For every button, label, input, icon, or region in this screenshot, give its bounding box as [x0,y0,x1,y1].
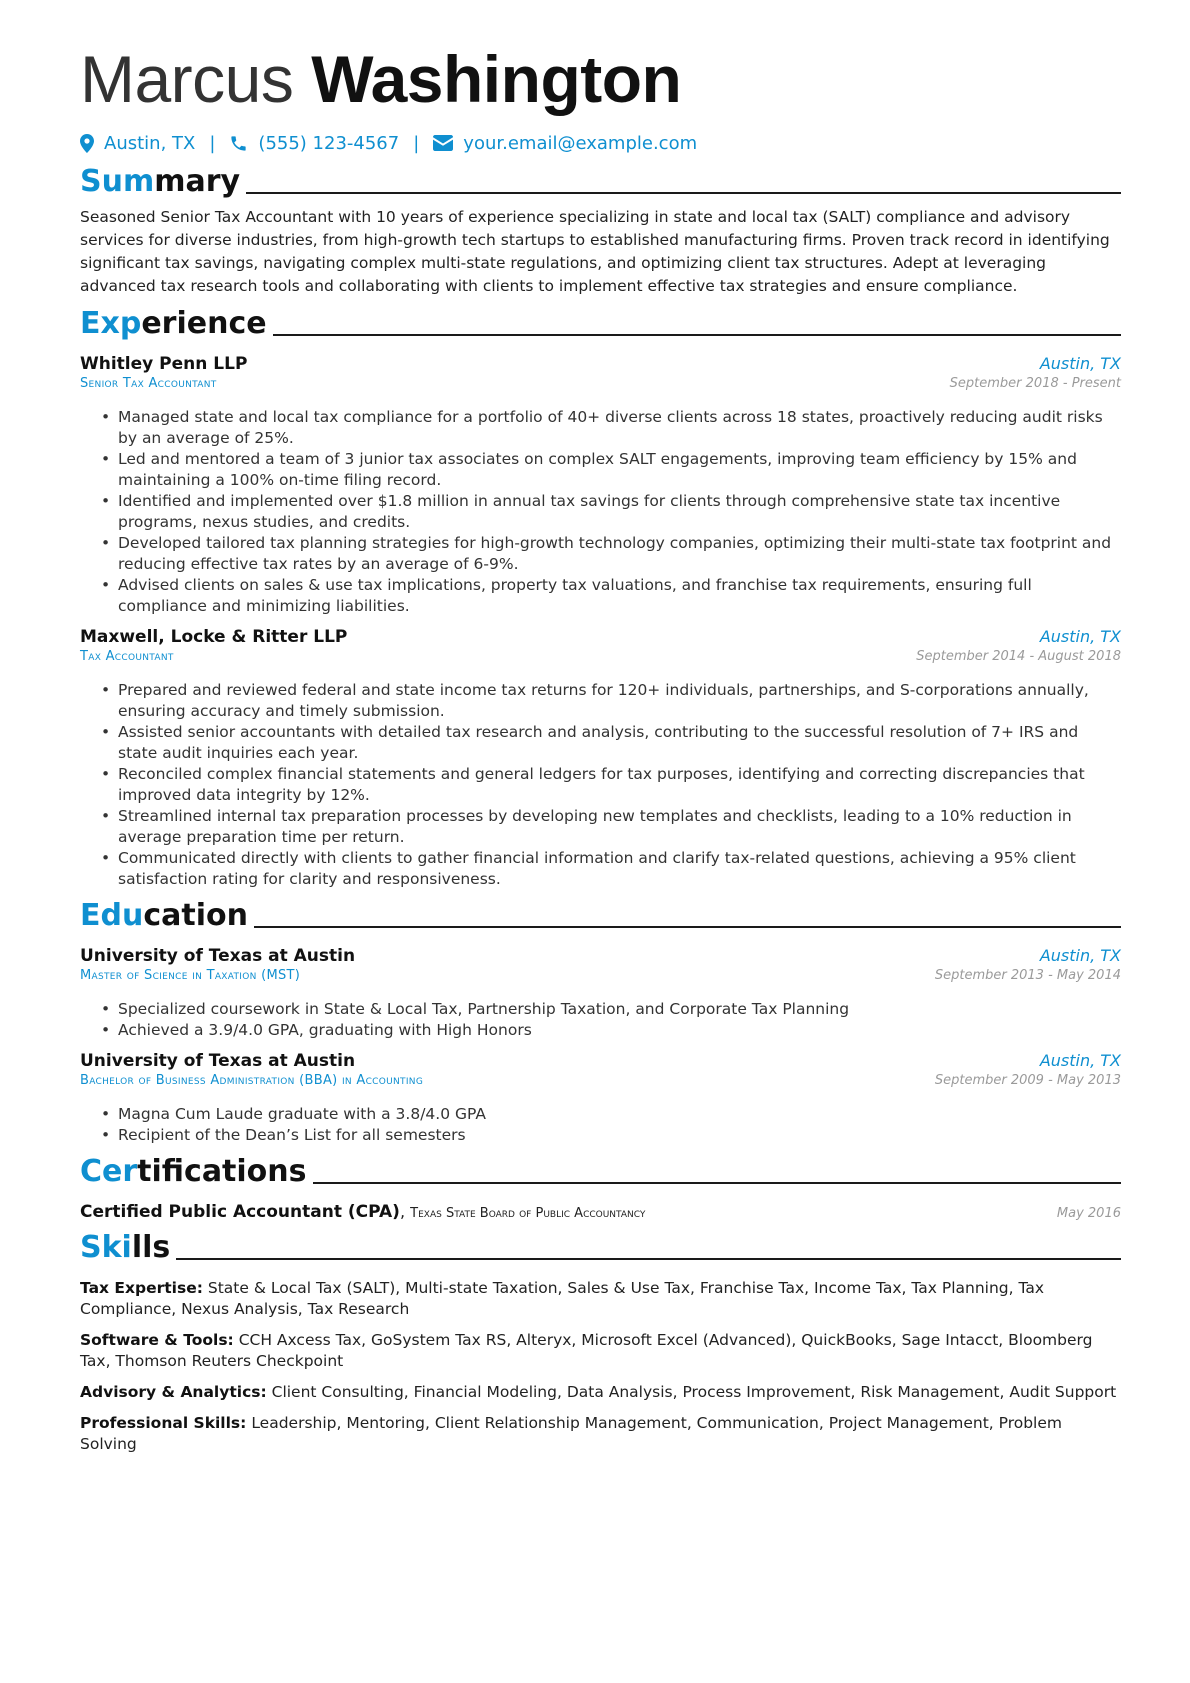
skill-values: State & Local Tax (SALT), Multi-state Taxation, Sales & Use Tax, Franchise Tax, Income Tax, Tax Planning, Tax Compliance, Nexus Analysis, Tax Research [80,1279,1045,1318]
bullet-item: • Streamlined internal tax preparation processes by developing new templates and checklists, leading to a 10% reduction in average preparation time per return. [118,806,1121,848]
skill-group [80,1278,1121,1320]
skill-label: Professional Skills: [80,1414,247,1432]
section-rule [176,1258,1121,1260]
education-bullets [80,999,1121,1041]
certifications-heading [80,1152,1121,1192]
experience-heading [80,304,1121,344]
resume-page [80,40,1121,1455]
bullet-item: • Achieved a 3.9/4.0 GPA, graduating with High Honors [118,1020,1121,1041]
skill-values: Client Consulting, Financial Modeling, Data Analysis, Process Improvement, Risk Management, Audit Support [271,1383,1117,1401]
separator: | [209,132,216,154]
summary-heading [80,162,1121,202]
job-location: Austin, TX [1039,354,1121,373]
job-entry [80,627,1121,890]
degree: Master of Science in Taxation (MST) [80,968,301,983]
job-entry [80,354,1121,617]
section-title: Summary [80,164,241,199]
education-entry [80,946,1121,1041]
phone-icon [229,134,248,153]
bullet-item: • Managed state and local tax compliance for a portfolio of 40+ diverse clients across 18 states, proactively reducing audit risks by an average of 25%. [118,407,1121,449]
job-bullets [80,680,1121,890]
envelope-icon [433,135,453,151]
contact-location [80,133,195,154]
employer-name: Whitley Penn LLP [80,354,248,374]
job-dates: September 2018 - Present [949,376,1121,391]
employer-name: Maxwell, Locke & Ritter LLP [80,627,348,647]
skill-group [80,1413,1121,1455]
email-link[interactable]: your.email@example.com [463,132,698,154]
certification-entry [80,1202,1121,1222]
contact-line [80,130,1121,156]
separator: | [413,132,420,154]
job-title: Senior Tax Accountant [80,376,217,391]
phone-text[interactable]: (555) 123-4567 [258,132,400,154]
education-entry [80,1051,1121,1146]
section-rule [254,926,1121,928]
certification-issuer: Texas State Board of Public Accountancy [410,1206,646,1221]
map-pin-icon [80,134,94,153]
certification-name: Certified Public Accountant (CPA) [80,1202,400,1222]
skills-heading [80,1228,1121,1268]
bullet-item: • Communicated directly with clients to gather financial information and clarify tax-related questions, achieving a 95% client satisfaction rating for clarity and responsiveness. [118,848,1121,890]
skill-group [80,1382,1121,1403]
section-title: Experience [80,306,267,341]
bullet-item: • Developed tailored tax planning strategies for high-growth technology companies, optimizing their multi-state tax footprint and reducing effective tax rates by an average of 6-9%. [118,533,1121,575]
candidate-name [80,40,1121,118]
skill-values: CCH Axcess Tax, GoSystem Tax RS, Alteryx, Microsoft Excel (Advanced), QuickBooks, Sage Intacct, Bloomberg Tax, Thomson Reuters Checkpoint [80,1331,1093,1370]
skill-label: Software & Tools: [80,1331,234,1349]
first-name: Marcus [80,42,294,116]
bullet-item: • Identified and implemented over $1.8 million in annual tax savings for clients through comprehensive state tax incentive programs, nexus studies, and credits. [118,491,1121,533]
bullet-item: • Prepared and reviewed federal and state income tax returns for 120+ individuals, partnerships, and S-corporations annually, ensuring accuracy and timely submission. [118,680,1121,722]
contact-phone[interactable] [229,133,399,154]
bullet-item: • Led and mentored a team of 3 junior tax associates on complex SALT engagements, improving team efficiency by 15% and maintaining a 100% on-time filing record. [118,449,1121,491]
bullet-item: • Assisted senior accountants with detailed tax research and analysis, contributing to the successful resolution of 7+ IRS and state audit inquiries each year. [118,722,1121,764]
skill-label: Advisory & Analytics: [80,1383,267,1401]
job-bullets [80,407,1121,617]
location-text: Austin, TX [104,132,196,154]
skill-label: Tax Expertise: [80,1279,203,1297]
certification-date: May 2016 [1056,1206,1121,1221]
education-dates: September 2009 - May 2013 [934,1073,1121,1088]
bullet-item: • Magna Cum Laude graduate with a 3.8/4.0 GPA [118,1104,1121,1125]
school-location: Austin, TX [1039,1051,1121,1070]
section-rule [313,1182,1121,1184]
contact-email[interactable] [433,133,697,154]
bullet-item: • Specialized coursework in State & Local Tax, Partnership Taxation, and Corporate Tax Planning [118,999,1121,1020]
school-location: Austin, TX [1039,946,1121,965]
section-title: Skills [80,1230,171,1265]
certification-comma: , [399,1202,406,1221]
skill-values: Leadership, Mentoring, Client Relationship Management, Communication, Project Management, Problem Solving [80,1414,1062,1453]
job-location: Austin, TX [1039,627,1121,646]
education-heading [80,896,1121,936]
bullet-item: • Advised clients on sales & use tax implications, property tax valuations, and franchise tax requirements, ensuring full compliance and minimizing liabilities. [118,575,1121,617]
skill-group [80,1330,1121,1372]
summary-text: Seasoned Senior Tax Accountant with 10 years of experience specializing in state and local tax (SALT) compliance and advisory services for diverse industries, from high-growth tech startups to established manufacturing firms. Proven track record in identifying significant tax savings, navigating complex multi-state regulations, and optimizing client tax structures. Adept at leveraging advanced tax research tools and collaborating with clients to implement effective tax strategies and ensure compliance. [80,208,1110,295]
education-dates: September 2013 - May 2014 [934,968,1121,983]
bullet-item: • Recipient of the Dean’s List for all semesters [118,1125,1121,1146]
degree: Bachelor of Business Administration (BBA) in Accounting [80,1073,424,1088]
job-title: Tax Accountant [80,649,174,664]
school-name: University of Texas at Austin [80,1051,356,1071]
bullet-item: • Reconciled complex financial statements and general ledgers for tax purposes, identifying and correcting discrepancies that improved data integrity by 12%. [118,764,1121,806]
school-name: University of Texas at Austin [80,946,356,966]
job-dates: September 2014 - August 2018 [916,649,1121,664]
section-rule [273,334,1121,336]
section-title: Education [80,898,248,933]
last-name: Washington [311,42,682,116]
section-title: Certifications [80,1154,307,1189]
education-bullets [80,1104,1121,1146]
section-rule [246,192,1121,194]
